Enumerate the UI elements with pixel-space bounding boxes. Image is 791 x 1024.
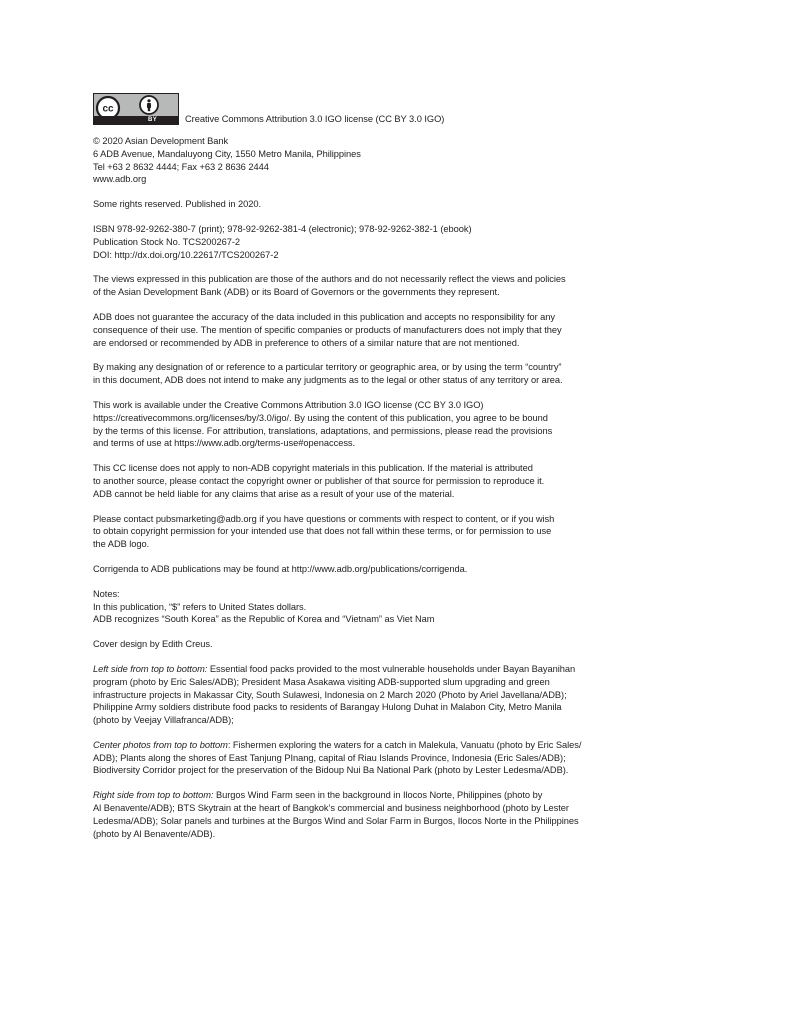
badge-strip [94,116,178,124]
text-line: Al Benavente/ADB); BTS Skytrain at the heart of Bangkok’s commercial and business neighborhood (photo by Lester [93,803,569,814]
text-line: the ADB logo. [93,539,150,550]
phone-line: Tel +63 2 8632 4444; Fax +63 2 8636 2444 [93,161,269,172]
text-line: are endorsed or recommended by ADB in preference to others of a similar nature that are not mentioned. [93,337,520,348]
isbn-line: ISBN 978-92-9262-380-7 (print); 978-92-9262-381-4 (electronic); 978-92-9262-382-1 (ebook) [93,223,472,234]
address-line: 6 ADB Avenue, Mandaluyong City, 1550 Metro Manila, Philippines [93,148,361,159]
text-line: Ledesma/ADB); Solar panels and turbines at the Burgos Wind and Solar Farm in Burgos, Ilocos Norte in the Philippines [93,815,579,826]
accuracy-disclaimer [93,311,613,349]
photo-credits-right [93,789,613,840]
text-line: ADB); Plants along the shores of East Tanjung PInang, capital of Riau Islands Province, Indonesia (Eric Sales/ADB); [93,752,566,763]
text-line: and terms of use at https://www.adb.org/terms-use#openaccess. [93,438,356,449]
corrigenda-note [93,563,613,576]
photo-credits-left [93,663,613,727]
photo-credits-center [93,739,613,777]
credit-text: Essential food packs provided to the most vulnerable households under Bayan Bayanihan [207,663,576,674]
publisher-block [93,135,613,186]
credit-label: Right side from top to bottom: [93,790,214,801]
cc-mark-text: cc [102,103,114,115]
text-line: to obtain copyright permission for your intended use that does not fall within these terms, or for permission to use [93,526,552,537]
credit-text: Burgos Wind Farm seen in the background in Ilocos Norte, Philippines (photo by [213,790,543,801]
text-line: Corrigenda to ADB publications may be found at http://www.adb.org/publications/corrigenda. [93,563,468,574]
non-adb-materials-note [93,462,613,500]
rights-statement [93,198,613,211]
text-line: This CC license does not apply to non-ADB copyright materials in this publication. If the material is attributed [93,463,533,474]
text-line: By making any designation of or reference to a particular territory or geographic area, or by using the term “country” [93,362,562,373]
credit-text: : Fishermen exploring the waters for a catch in Malekula, Vanuatu (photo by Eric Sales/ [227,739,582,750]
cc-by-badge [93,93,179,125]
stock-number-line: Publication Stock No. TCS200267-2 [93,236,241,247]
text-line: Please contact pubsmarketing@adb.org if you have questions or comments with respect to content, or if you wish [93,513,555,524]
license-terms [93,399,613,450]
note-item: In this publication, “$” refers to United States dollars. [93,601,307,612]
text-line: ADB cannot be held liable for any claims that arise as a result of your use of the material. [93,488,455,499]
views-disclaimer [93,273,613,299]
cover-design-credit [93,638,613,651]
rights-line: Some rights reserved. Published in 2020. [93,199,262,210]
text-line: (photo by Veejay Villafranca/ADB); [93,715,234,726]
copyright-line: © 2020 Asian Development Bank [93,136,229,146]
text-line: to another source, please contact the copyright owner or publisher of that source for permission to reproduce it. [93,475,545,486]
text-line: https://creativecommons.org/licenses/by/3.0/igo/. By using the content of this publication, you agree to be bound [93,412,548,423]
identifiers-block [93,223,613,261]
notes-heading: Notes: [93,588,120,599]
text-line: by the terms of this license. For attribution, translations, adaptations, and permissions, please read the provisions [93,425,553,436]
text-line: (photo by Al Benavente/ADB). [93,828,216,839]
notes-block [93,588,613,626]
text-line: Biodiversity Corridor project for the preservation of the Bidoup Nui Ba National Park (photo by Lester Ledesma/ADB). [93,765,569,776]
text-line [93,663,613,676]
text-line: program (photo by Eric Sales/ADB); President Masa Asakawa visiting ADB-supported slum upgrading and green [93,676,550,687]
text-line: infrastructure projects in Makassar City, South Sulawesi, Indonesia on 2 March 2020 (Photo by Ariel Javellana/ADB); [93,689,567,700]
text-line: Cover design by Edith Creus. [93,639,213,650]
license-title: Creative Commons Attribution 3.0 IGO license (CC BY 3.0 IGO) [185,114,445,124]
text-line: The views expressed in this publication are those of the authors and do not necessarily reflect the views and policies [93,274,566,285]
note-item: ADB recognizes “South Korea” as the Republic of Korea and “Vietnam” as Viet Nam [93,614,435,625]
territory-disclaimer [93,361,613,387]
badge-by-label: BY [148,117,158,123]
text-line: This work is available under the Creative Commons Attribution 3.0 IGO license (CC BY 3.0 IGO) [93,399,484,410]
website-link[interactable]: www.adb.org [93,174,147,185]
text-line: Philippine Army soldiers distribute food packs to residents of Barangay Hulong Duhat in Malabon City, Metro Manila [93,702,562,713]
text-line: consequence of their use. The mention of specific companies or products of manufacturers does not imply that they [93,324,562,335]
credit-label: Left side from top to bottom: [93,663,208,674]
credit-label: Center photos from top to bottom [93,739,228,750]
doi-link[interactable]: DOI: http://dx.doi.org/10.22617/TCS200267-2 [93,249,279,260]
text-line: in this document, ADB does not intend to make any judgments as to the legal or other status of any territory or area. [93,375,563,386]
text-line [93,739,613,752]
text-line [93,789,613,802]
contact-note [93,513,613,551]
text-line: ADB does not guarantee the accuracy of the data included in this publication and accepts no responsibility for any [93,311,556,322]
license-row [93,93,613,125]
text-line: of the Asian Development Bank (ADB) or its Board of Governors or the governments they represent. [93,287,500,298]
copyright-page [93,93,613,852]
